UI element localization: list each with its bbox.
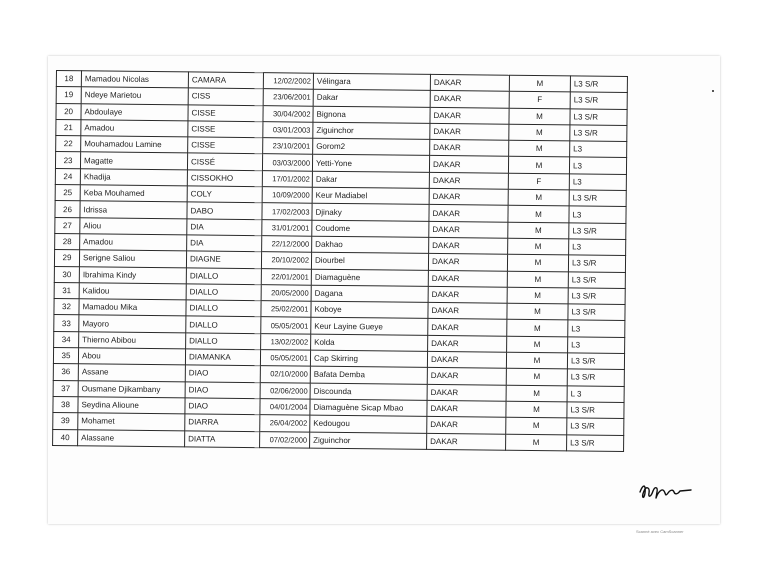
birth-place-cell: Keur Layine Gueye <box>311 318 428 336</box>
first-name-cell: Ibrahima Kindy <box>79 266 186 283</box>
first-name-cell: Mamadou Nicolas <box>81 71 188 88</box>
region-cell: DAKAR <box>427 400 506 417</box>
row-number: 34 <box>54 331 79 348</box>
row-number: 18 <box>56 71 81 88</box>
birth-date-cell: 03/03/2000 <box>262 154 312 171</box>
birth-date-cell: 17/01/2002 <box>262 170 312 187</box>
region-cell: DAKAR <box>428 303 507 320</box>
first-name-cell: Khadija <box>80 169 187 186</box>
last-name-cell: DABO <box>187 202 262 219</box>
birth-date-cell: 04/01/2004 <box>260 399 310 416</box>
birth-place-cell: Diamaguène Sicap Mbao <box>310 399 427 417</box>
birth-place-cell: Kedougou <box>310 415 427 433</box>
birth-place-cell: Dakar <box>313 89 430 107</box>
sex-cell: M <box>507 271 568 288</box>
scan-speck <box>712 90 714 92</box>
region-cell: DAKAR <box>429 156 508 173</box>
birth-date-cell: 10/09/2000 <box>262 187 312 204</box>
region-cell: DAKAR <box>430 74 509 91</box>
first-name-cell: Alassane <box>78 429 185 446</box>
region-cell: DAKAR <box>427 433 506 450</box>
sex-cell: M <box>507 336 568 353</box>
birth-date-cell: 25/02/2001 <box>261 301 311 318</box>
student-roster-table <box>52 70 628 452</box>
level-cell: L3 <box>568 320 625 337</box>
first-name-cell: Ndeye Marietou <box>81 87 188 104</box>
region-cell: DAKAR <box>429 172 508 189</box>
birth-date-cell: 13/02/2002 <box>261 333 311 350</box>
roster-body <box>53 71 628 452</box>
sex-cell: M <box>506 352 567 369</box>
birth-place-cell: Ziguinchor <box>313 122 430 140</box>
last-name-cell: DIAO <box>185 365 260 382</box>
birth-place-cell: Keur Madiabel <box>312 187 429 205</box>
level-cell: L3 S/R <box>568 304 625 321</box>
birth-place-cell: Yetti-Yone <box>312 155 429 173</box>
sex-cell: F <box>508 173 569 190</box>
row-number: 21 <box>56 119 81 136</box>
sex-cell: M <box>508 189 569 206</box>
level-cell: L3 <box>569 239 626 256</box>
level-cell: L3 S/R <box>570 92 627 109</box>
first-name-cell: Mohamet <box>78 413 185 430</box>
level-cell: L3 S/R <box>570 76 627 93</box>
region-cell: DAKAR <box>427 368 506 385</box>
sex-cell: M <box>509 75 570 92</box>
first-name-cell: Mouhamadou Lamine <box>81 136 188 153</box>
sex-cell: M <box>506 369 567 386</box>
scanned-document-page <box>48 56 720 524</box>
row-number: 35 <box>53 348 78 365</box>
birth-place-cell: Coudome <box>312 220 429 238</box>
birth-place-cell: Gorom2 <box>313 138 430 156</box>
first-name-cell: Aliou <box>80 217 187 234</box>
birth-place-cell: Dagana <box>311 285 428 303</box>
row-number: 24 <box>55 168 80 185</box>
sex-cell: M <box>508 238 569 255</box>
first-name-cell: Seydina Alioune <box>78 397 185 414</box>
last-name-cell: DIALLO <box>186 333 261 350</box>
signature-mark <box>636 478 696 506</box>
row-number: 40 <box>53 429 78 446</box>
level-cell: L3 S/R <box>568 271 625 288</box>
last-name-cell: DIAGNE <box>186 251 261 268</box>
birth-date-cell: 31/01/2001 <box>262 219 312 236</box>
first-name-cell: Mayoro <box>79 315 186 332</box>
region-cell: DAKAR <box>429 237 508 254</box>
first-name-cell: Magatte <box>80 152 187 169</box>
birth-place-cell: Kolda <box>311 334 428 352</box>
last-name-cell: CISSOKHO <box>187 170 262 187</box>
last-name-cell: COLY <box>187 186 262 203</box>
last-name-cell: DIALLO <box>186 267 261 284</box>
last-name-cell: DIA <box>187 235 262 252</box>
birth-place-cell: Diamaguène <box>311 269 428 287</box>
birth-place-cell: Bafata Demba <box>310 367 427 385</box>
level-cell: L3 S/R <box>568 288 625 305</box>
sex-cell: M <box>507 320 568 337</box>
region-cell: DAKAR <box>430 123 509 140</box>
level-cell: L3 S/R <box>570 108 627 125</box>
row-number: 38 <box>53 396 78 413</box>
first-name-cell: Idrissa <box>80 201 187 218</box>
level-cell: L3 S/R <box>567 434 624 451</box>
row-number: 23 <box>55 152 80 169</box>
row-number: 25 <box>55 185 80 202</box>
region-cell: DAKAR <box>427 384 506 401</box>
birth-place-cell: Koboye <box>311 301 428 319</box>
row-number: 19 <box>56 87 81 104</box>
birth-date-cell: 30/04/2002 <box>263 105 313 122</box>
first-name-cell: Assane <box>78 364 185 381</box>
sex-cell: M <box>506 417 567 434</box>
birth-date-cell: 26/04/2002 <box>260 415 310 432</box>
level-cell: L3 S/R <box>567 353 624 370</box>
last-name-cell: DIALLO <box>186 300 261 317</box>
last-name-cell: CISS <box>188 88 263 105</box>
row-number: 29 <box>54 250 79 267</box>
last-name-cell: CISSÉ <box>187 153 262 170</box>
region-cell: DAKAR <box>430 140 509 157</box>
last-name-cell: DIAO <box>185 398 260 415</box>
last-name-cell: CISSE <box>188 137 263 154</box>
last-name-cell: DIAO <box>185 382 260 399</box>
birth-place-cell: Dakhao <box>312 236 429 254</box>
first-name-cell: Thierno Abibou <box>79 332 186 349</box>
level-cell: L3 <box>568 337 625 354</box>
first-name-cell: Abou <box>78 348 185 365</box>
first-name-cell: Mamadou Mika <box>79 299 186 316</box>
level-cell: L3 S/R <box>567 369 624 386</box>
row-number: 27 <box>55 217 80 234</box>
region-cell: DAKAR <box>428 286 507 303</box>
birth-date-cell: 07/02/2000 <box>260 431 310 448</box>
level-cell: L3 S/R <box>570 125 627 142</box>
row-number: 26 <box>55 201 80 218</box>
sex-cell: M <box>507 255 568 272</box>
sex-cell: M <box>508 157 569 174</box>
row-number: 28 <box>55 233 80 250</box>
birth-date-cell: 02/10/2000 <box>260 366 310 383</box>
last-name-cell: DIA <box>187 219 262 236</box>
first-name-cell: Keba Mouhamed <box>80 185 187 202</box>
last-name-cell: DIATTA <box>185 430 260 447</box>
level-cell: L3 S/R <box>567 402 624 419</box>
row-number: 39 <box>53 413 78 430</box>
region-cell: DAKAR <box>428 254 507 271</box>
first-name-cell: Abdoulaye <box>81 103 188 120</box>
last-name-cell: DIALLO <box>186 284 261 301</box>
level-cell: L3 S/R <box>568 255 625 272</box>
level-cell: L3 <box>569 174 626 191</box>
last-name-cell: CISSE <box>188 104 263 121</box>
region-cell: DAKAR <box>427 417 506 434</box>
last-name-cell: DIARRA <box>185 414 260 431</box>
region-cell: DAKAR <box>429 188 508 205</box>
birth-date-cell: 20/05/2000 <box>261 285 311 302</box>
row-number: 20 <box>56 103 81 120</box>
sex-cell: M <box>508 222 569 239</box>
region-cell: DAKAR <box>429 205 508 222</box>
birth-place-cell: Ziguinchor <box>310 432 427 450</box>
birth-date-cell: 22/12/2000 <box>262 236 312 253</box>
sex-cell: M <box>509 140 570 157</box>
row-number: 22 <box>56 136 81 153</box>
first-name-cell: Serigne Saliou <box>79 250 186 267</box>
level-cell: L3 S/R <box>569 223 626 240</box>
region-cell: DAKAR <box>428 319 507 336</box>
birth-place-cell: Dakar <box>312 171 429 189</box>
first-name-cell: Amadou <box>81 120 188 137</box>
region-cell: DAKAR <box>428 270 507 287</box>
region-cell: DAKAR <box>428 335 507 352</box>
row-number: 33 <box>54 315 79 332</box>
birth-place-cell: Vélingara <box>313 73 430 91</box>
region-cell: DAKAR <box>430 107 509 124</box>
birth-date-cell: 20/10/2002 <box>261 252 311 269</box>
last-name-cell: CISSE <box>188 121 263 138</box>
sex-cell: M <box>508 206 569 223</box>
level-cell: L3 S/R <box>569 190 626 207</box>
last-name-cell: DIAMANKA <box>185 349 260 366</box>
sex-cell: M <box>507 287 568 304</box>
birth-date-cell: 22/01/2001 <box>261 268 311 285</box>
first-name-cell: Kalidou <box>79 283 186 300</box>
birth-place-cell: Diourbel <box>311 252 428 270</box>
region-cell: DAKAR <box>430 91 509 108</box>
birth-date-cell: 23/06/2001 <box>263 89 313 106</box>
level-cell: L3 S/R <box>567 418 624 435</box>
sex-cell: M <box>506 385 567 402</box>
row-number: 30 <box>54 266 79 283</box>
first-name-cell: Ousmane Djikambany <box>78 380 185 397</box>
sex-cell: M <box>509 108 570 125</box>
row-number: 36 <box>53 364 78 381</box>
birth-date-cell: 05/05/2001 <box>260 350 310 367</box>
last-name-cell: DIALLO <box>186 316 261 333</box>
sex-cell: M <box>507 303 568 320</box>
birth-place-cell: Djinaky <box>312 204 429 222</box>
birth-place-cell: Bignona <box>313 106 430 124</box>
birth-place-cell: Discounda <box>310 383 427 401</box>
row-number: 37 <box>53 380 78 397</box>
row-number: 31 <box>54 282 79 299</box>
birth-date-cell: 03/01/2003 <box>263 122 313 139</box>
sex-cell: M <box>509 124 570 141</box>
level-cell: L 3 <box>567 386 624 403</box>
birth-date-cell: 23/10/2001 <box>263 138 313 155</box>
region-cell: DAKAR <box>429 221 508 238</box>
birth-date-cell: 05/05/2001 <box>261 317 311 334</box>
row-number: 32 <box>54 299 79 316</box>
first-name-cell: Amadou <box>80 234 187 251</box>
level-cell: L3 <box>570 141 627 158</box>
scanner-watermark: Scanné avec CamScanner <box>636 529 684 534</box>
birth-date-cell: 02/06/2000 <box>260 382 310 399</box>
sex-cell: M <box>506 434 567 451</box>
birth-date-cell: 17/02/2003 <box>262 203 312 220</box>
last-name-cell: CAMARA <box>188 72 263 89</box>
sex-cell: M <box>506 401 567 418</box>
region-cell: DAKAR <box>427 351 506 368</box>
level-cell: L3 <box>569 157 626 174</box>
sex-cell: F <box>509 92 570 109</box>
birth-date-cell: 12/02/2002 <box>263 73 313 90</box>
birth-place-cell: Cap Skirring <box>310 350 427 368</box>
level-cell: L3 <box>569 206 626 223</box>
